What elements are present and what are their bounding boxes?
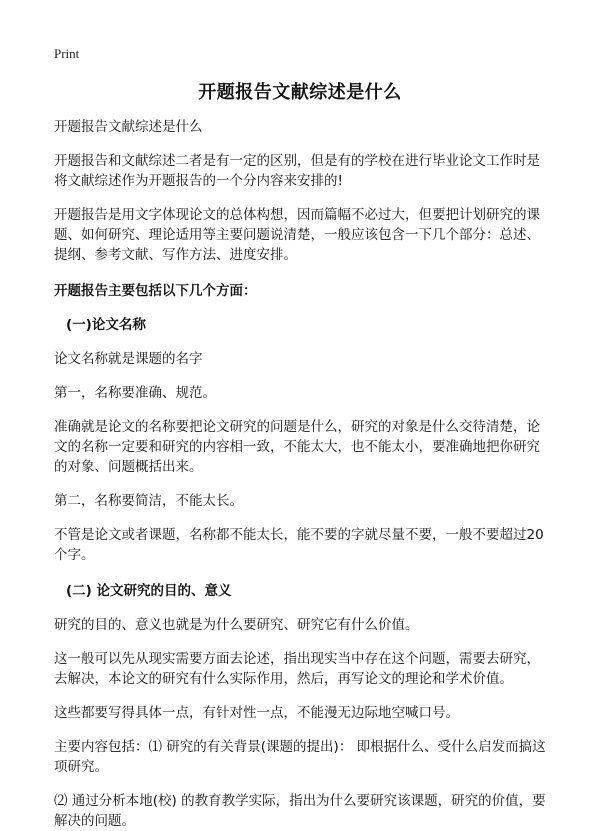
- paragraph-subtitle: 开题报告文献综述是什么: [54, 119, 203, 135]
- document-title: 开题报告文献综述是什么: [198, 82, 402, 103]
- paragraph-purpose: 研究的目的、意义也就是为什么要研究、研究它有什么价值。: [54, 617, 419, 633]
- paragraph-rule-one: 第一，名称要准确、规范。: [54, 385, 216, 401]
- paragraph-accuracy: 准确就是论文的名称要把论文研究的问题是什么，研究的对象是什么交待清楚，论文的名称一定要和研究的内容相一致，不能太大，也不能太小，要准确地把你研究的对象、问题概括出来。: [54, 419, 540, 475]
- paragraph-intro: 开题报告和文献综述二者是有一定的区别，但是有的学校在进行毕业论文工作时是将文献综述作为开题报告的一个分内容来安排的!: [54, 153, 540, 189]
- paragraph-length: 不管是论文或者课题，名称都不能太长，能不要的字就尽量不要，一般不要超过20个字。: [54, 527, 544, 563]
- paragraph-content-analysis: ⑵ 通过分析本地(校) 的教育教学实际，指出为什么要研究该课题，研究的价值，要解决的问题。: [54, 793, 546, 829]
- paragraph-content-background: 主要内容包括：⑴ 研究的有关背景(课题的提出)： 即根据什么、受什么启发而搞这项研究。: [54, 739, 546, 775]
- paragraph-reality: 这一般可以先从现实需要方面去论述，指出现实当中存在这个问题，需要去研究，去解决，本论文的研究有什么实际作用，然后，再写论文的理论和学术价值。: [54, 651, 540, 687]
- paragraph-overview: 开题报告是用文字体现论文的总体构想，因而篇幅不必过大，但要把计划研究的课题、如何研究、理论适用等主要问题说清楚，一般应该包含一下几个部分：总述、提纲、参考文献、写作方法、进度安排。: [54, 207, 540, 263]
- section-heading-title: (一)论文名称: [66, 317, 146, 333]
- paragraph-title-def: 论文名称就是课题的名字: [54, 351, 203, 367]
- main-heading: 开题报告主要包括以下几个方面：: [54, 283, 257, 299]
- paragraph-specific: 这些都要写得具体一点，有针对性一点，不能漫无边际地空喊口号。: [54, 705, 459, 721]
- paragraph-rule-two: 第二，名称要简洁，不能太长。: [54, 493, 243, 509]
- document-body: [54, 117, 550, 831]
- print-label: Print: [54, 46, 80, 61]
- section-heading-purpose: (二) 论文研究的目的、意义: [66, 583, 232, 599]
